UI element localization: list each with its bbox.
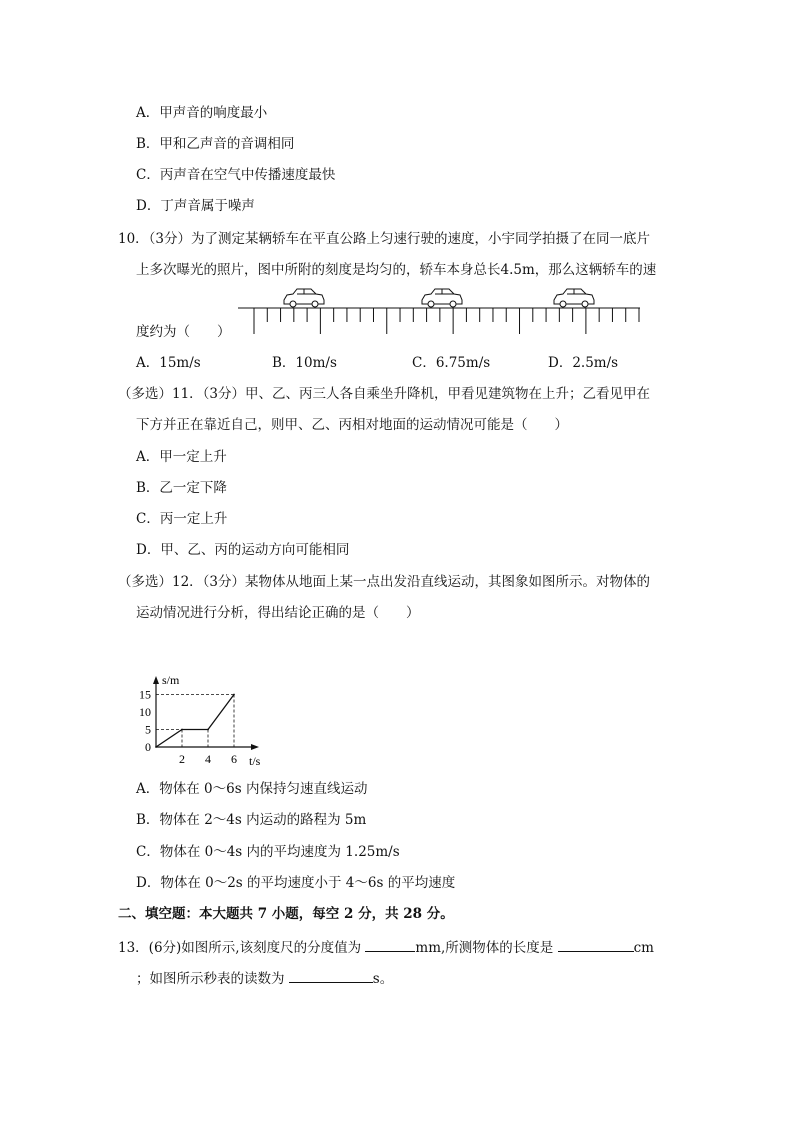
q13-blank-length[interactable] — [558, 937, 634, 952]
q13-blank-division[interactable] — [365, 937, 415, 952]
x-tick-label: 4 — [205, 752, 211, 766]
q11-option-b: B．乙一定下降 — [136, 480, 227, 496]
x-axis-arrow — [251, 744, 259, 750]
q11-stem-line2: 下方并正在靠近自己，则甲、乙、丙相对地面的运动情况可能是（ ） — [136, 417, 568, 433]
car-exposure-3 — [554, 289, 594, 307]
q12-option-c: C．物体在 0～4s 内的平均速度为 1.25m/s — [136, 844, 400, 860]
st-graph — [134, 630, 274, 770]
q13-text-1: 13．(6分)如图所示,该刻度尺的分度值为 — [118, 940, 366, 956]
q12-option-d: D．物体在 0～2s 的平均速度小于 4～6s 的平均速度 — [136, 875, 456, 891]
q12-option-b: B．物体在 2～4s 内运动的路程为 5m — [136, 812, 367, 828]
q13-text-2: mm,所测物体的长度是 — [415, 940, 558, 956]
car-exposure-1 — [284, 289, 324, 307]
q13-text-3: cm — [633, 940, 654, 956]
series-point — [233, 694, 235, 696]
series-line — [156, 695, 234, 748]
q10-option-a: A．15m/s — [136, 355, 201, 371]
q12-stem-line2: 运动情况进行分析，得出结论正确的是（ ） — [136, 605, 420, 621]
y-axis-arrow — [153, 676, 159, 684]
car-exposure-2 — [422, 289, 462, 307]
q10-option-c: C．6.75m/s — [412, 355, 491, 371]
q13-line2 — [136, 968, 393, 988]
q11-option-c: C．丙一定上升 — [136, 511, 228, 527]
series-point — [207, 729, 209, 731]
q9-option-a: A．甲声音的响度最小 — [136, 105, 268, 121]
y-tick-label: 10 — [139, 705, 151, 719]
q11-stem-line1: （多选）11．（3分）甲、乙、丙三人各自乘坐升降机，甲看见建筑物在上升；乙看见甲在 — [118, 386, 651, 402]
x-tick-label: 6 — [231, 752, 237, 766]
q13-blank-stopwatch[interactable] — [289, 968, 373, 983]
q10-option-d: D．2.5m/s — [548, 355, 619, 371]
y-tick-label: 0 — [145, 740, 151, 754]
q13-text-5: s。 — [372, 971, 394, 987]
q9-option-c: C．丙声音在空气中传播速度最快 — [136, 167, 336, 183]
section-heading-fill-in: 二、填空题：本大题共 7 小题，每空 2 分，共 28 分。 — [118, 906, 454, 922]
q9-option-b: B．甲和乙声音的音调相同 — [136, 136, 295, 152]
x-axis-label: t/s — [249, 754, 261, 768]
q10-stem-line2: 上多次曝光的照片，图中所附的刻度是均匀的，轿车本身总长4.5m，那么这辆轿车的速 — [136, 262, 657, 278]
scale-ruler — [238, 308, 640, 334]
q10-option-b: B．10m/s — [272, 355, 337, 371]
q10-stem-line3: 度约为（ ） — [136, 324, 231, 340]
q12-stem-line1: （多选）12．（3分）某物体从地面上某一点出发沿直线运动，其图象如图所示。对物体的 — [118, 574, 651, 590]
series-point — [155, 746, 157, 748]
q13-text-4: ；如图所示秒表的读数为 — [136, 971, 289, 987]
q10-stem-line1: 10．（3分）为了测定某辆轿车在平直公路上匀速行驶的速度，小宇同学拍摄了在同一底片 — [118, 231, 651, 247]
q12-option-a: A．物体在 0～6s 内保持匀速直线运动 — [136, 781, 368, 797]
car-scale-figure — [234, 282, 646, 338]
q11-option-a: A．甲一定上升 — [136, 449, 227, 465]
q13-line1 — [118, 937, 654, 957]
x-tick-label: 2 — [179, 752, 185, 766]
y-tick-label: 5 — [145, 722, 151, 737]
q11-option-d: D．甲、乙、丙的运动方向可能相同 — [136, 542, 350, 558]
y-tick-label: 15 — [139, 687, 151, 702]
q9-option-d: D．丁声音属于噪声 — [136, 198, 255, 214]
series-point — [181, 729, 183, 731]
y-axis-label: s/m — [162, 673, 180, 687]
